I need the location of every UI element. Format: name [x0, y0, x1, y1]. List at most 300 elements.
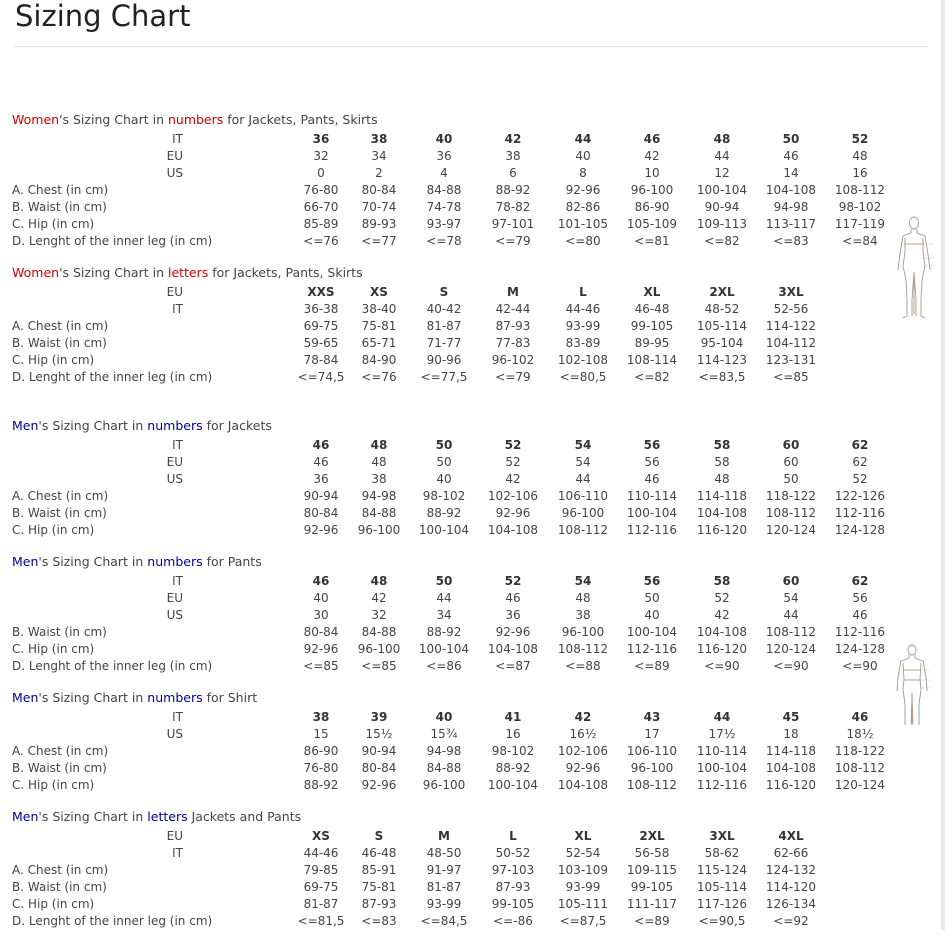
table-cell: 90-94	[303, 489, 339, 503]
table-cell: <=84	[842, 234, 878, 248]
table-cell: <=74,5	[297, 370, 345, 384]
table-cell: 114-118	[696, 489, 748, 503]
table-cell: 42	[504, 132, 522, 146]
section-title-part: numbers	[147, 690, 203, 705]
table-cell: 106-110	[626, 744, 678, 758]
table-cell: 110-114	[696, 744, 748, 758]
table-cell: 40	[313, 591, 329, 605]
row-label: IT	[172, 846, 183, 860]
table-cell: 42	[574, 710, 592, 724]
table-cell: 3XL	[709, 829, 735, 843]
table-cell: 42	[644, 149, 660, 163]
table-cell: 79-85	[303, 863, 339, 877]
table-cell: 110-114	[626, 489, 678, 503]
table-cell: 108-112	[765, 506, 817, 520]
table-cell: 71-77	[426, 336, 462, 350]
table-cell: 58-62	[704, 846, 740, 860]
table-cell: 105-109	[626, 217, 678, 231]
table-cell: 16	[505, 727, 521, 741]
row-label: D. Lenght of the inner leg (in cm)	[12, 370, 213, 384]
section-title-part: letters	[147, 809, 188, 824]
table-cell: 116-120	[765, 778, 817, 792]
table-cell: 52-54	[565, 846, 601, 860]
row-label: US	[166, 166, 183, 180]
table-cell: 36-38	[303, 302, 339, 316]
table-cell: 108-112	[834, 761, 886, 775]
table-cell: 124-128	[834, 642, 886, 656]
row-label: B. Waist (in cm)	[12, 880, 107, 894]
table-cell: 89-95	[634, 336, 670, 350]
table-cell: 46-48	[361, 846, 397, 860]
table-cell: 81-87	[426, 880, 462, 894]
table-cell: 99-105	[491, 897, 535, 911]
section-title	[12, 809, 301, 824]
table-cell: 108-112	[557, 642, 609, 656]
table-cell: 94-98	[426, 744, 462, 758]
table-cell: 109-115	[626, 863, 678, 877]
table-cell: 41	[504, 710, 522, 724]
table-cell: 100-104	[418, 523, 470, 537]
table-cell: 88-92	[426, 625, 462, 639]
woman-body-diagram-icon	[893, 214, 935, 320]
row-label: C. Hip (in cm)	[12, 217, 95, 231]
table-cell: 38	[575, 608, 591, 622]
table-cell: 38	[505, 149, 521, 163]
table-cell: <=82	[704, 234, 740, 248]
table-cell: 80-84	[361, 183, 397, 197]
table-cell: 44	[574, 132, 592, 146]
table-cell: 32	[371, 608, 387, 622]
table-cell: 80-84	[303, 506, 339, 520]
table-cell: XS	[312, 829, 330, 843]
table-cell: 46	[851, 710, 869, 724]
table-cell: 46	[505, 591, 521, 605]
row-label: C. Hip (in cm)	[12, 353, 95, 367]
section-title-part: Men	[12, 809, 39, 824]
table-cell: 46	[852, 608, 868, 622]
table-cell: <=90	[704, 659, 740, 673]
table-cell: 2XL	[639, 829, 665, 843]
table-cell: 3XL	[778, 285, 804, 299]
table-cell: <=77,5	[420, 370, 468, 384]
table-cell: 10	[644, 166, 660, 180]
table-cell: 8	[579, 166, 587, 180]
table-cell: 112-116	[696, 778, 748, 792]
row-label: IT	[172, 132, 183, 146]
table-cell: 59-65	[303, 336, 339, 350]
table-cell: 78-82	[495, 200, 531, 214]
table-cell: L	[579, 285, 587, 299]
table-cell: 104-108	[557, 778, 609, 792]
table-cell: 40-42	[426, 302, 462, 316]
table-cell: 120-124	[834, 778, 886, 792]
table-cell: 56-58	[634, 846, 670, 860]
table-cell: 69-75	[303, 319, 339, 333]
table-cell: <=85	[303, 659, 339, 673]
section-title-part: 's Sizing Chart in	[38, 554, 148, 569]
table-cell: 54	[783, 591, 799, 605]
table-cell: XS	[370, 285, 388, 299]
table-cell: 97-101	[491, 217, 535, 231]
table-cell: 18½	[846, 727, 874, 741]
row-label: B. Waist (in cm)	[12, 200, 107, 214]
table-cell: 6	[509, 166, 517, 180]
table-cell: 113-117	[765, 217, 817, 231]
row-label: A. Chest (in cm)	[12, 183, 109, 197]
table-cell: 108-112	[765, 625, 817, 639]
table-cell: 50	[782, 132, 800, 146]
table-cell: 100-104	[487, 778, 539, 792]
row-label: C. Hip (in cm)	[12, 778, 95, 792]
table-cell: 96-100	[422, 778, 466, 792]
table-cell: 92-96	[303, 642, 339, 656]
row-label: B. Waist (in cm)	[12, 506, 107, 520]
table-cell: 52	[852, 472, 868, 486]
table-cell: 56	[643, 574, 661, 588]
table-cell: 15¾	[430, 727, 458, 741]
table-cell: 112-116	[626, 523, 678, 537]
table-cell: 112-116	[834, 506, 886, 520]
table-cell: 60	[782, 574, 800, 588]
section-title-part: Men	[12, 418, 39, 433]
table-cell: <=83	[361, 914, 397, 928]
section-title-part: for Pants	[202, 554, 262, 569]
section-title-part: Women	[12, 112, 60, 127]
table-cell: 98-102	[838, 200, 882, 214]
table-cell: 100-104	[696, 183, 748, 197]
table-cell: 46	[312, 438, 330, 452]
vertical-scrollbar[interactable]	[941, 0, 945, 930]
table-cell: 44	[713, 710, 731, 724]
table-cell: 102-106	[487, 489, 539, 503]
table-cell: 106-110	[557, 489, 609, 503]
table-cell: 96-100	[561, 506, 605, 520]
table-cell: 104-108	[696, 506, 748, 520]
table-cell: 50	[436, 455, 452, 469]
table-cell: 70-74	[361, 200, 397, 214]
table-cell: <=90,5	[698, 914, 746, 928]
table-cell: 92-96	[495, 625, 531, 639]
table-cell: 77-83	[495, 336, 531, 350]
table-cell: <=87	[495, 659, 531, 673]
table-cell: 2	[375, 166, 383, 180]
table-cell: 108-112	[834, 183, 886, 197]
table-cell: 52	[714, 591, 730, 605]
section-title-part: 's Sizing Chart in	[38, 809, 148, 824]
table-cell: 50	[435, 438, 453, 452]
table-cell: <=76	[303, 234, 339, 248]
table-cell: 15½	[365, 727, 393, 741]
table-cell: XL	[643, 285, 661, 299]
table-cell: 114-122	[765, 319, 817, 333]
table-cell: <=86	[426, 659, 462, 673]
table-cell: 81-87	[426, 319, 462, 333]
table-cell: 2XL	[709, 285, 735, 299]
table-cell: <=81,5	[297, 914, 345, 928]
table-cell: S	[439, 285, 449, 299]
table-cell: 96-100	[630, 761, 674, 775]
table-cell: 92-96	[565, 183, 601, 197]
table-cell: <=90	[773, 659, 809, 673]
table-cell: <=88	[565, 659, 601, 673]
table-cell: <=80	[565, 234, 601, 248]
table-cell: 52	[505, 455, 521, 469]
table-cell: 74-78	[426, 200, 462, 214]
table-cell: 93-99	[565, 880, 601, 894]
table-cell: 48	[713, 132, 731, 146]
table-cell: 17½	[708, 727, 736, 741]
table-cell: 118-122	[834, 744, 886, 758]
table-cell: 116-120	[696, 523, 748, 537]
table-cell: 111-117	[626, 897, 678, 911]
table-cell: 85-89	[303, 217, 339, 231]
section-title	[12, 554, 262, 569]
table-cell: 100-104	[626, 625, 678, 639]
table-cell: 62-66	[773, 846, 809, 860]
table-cell: 114-123	[696, 353, 748, 367]
table-cell: <=85	[361, 659, 397, 673]
table-cell: 54	[574, 438, 592, 452]
table-cell: 101-105	[557, 217, 609, 231]
table-cell: 75-81	[361, 319, 397, 333]
section-title-part: numbers	[147, 418, 203, 433]
table-cell: 84-88	[426, 761, 462, 775]
table-cell: 46	[783, 149, 799, 163]
table-cell: 48-50	[426, 846, 462, 860]
table-cell: 93-99	[565, 319, 601, 333]
table-cell: 16½	[569, 727, 597, 741]
row-label: A. Chest (in cm)	[12, 319, 109, 333]
table-cell: <=76	[361, 370, 397, 384]
table-cell: 56	[644, 455, 660, 469]
table-cell: 88-92	[426, 506, 462, 520]
table-cell: 124-132	[765, 863, 817, 877]
section-title	[12, 265, 363, 280]
table-cell: 60	[782, 438, 800, 452]
row-label: IT	[172, 438, 183, 452]
table-cell: 120-124	[765, 642, 817, 656]
table-cell: 36	[436, 149, 452, 163]
table-cell: 87-93	[361, 897, 397, 911]
table-cell: 92-96	[361, 778, 397, 792]
table-cell: 75-81	[361, 880, 397, 894]
table-cell: 38	[312, 710, 330, 724]
table-cell: 112-116	[626, 642, 678, 656]
table-row	[0, 659, 945, 683]
table-cell: 46-48	[634, 302, 670, 316]
row-label: D. Lenght of the inner leg (in cm)	[12, 914, 213, 928]
row-label: IT	[172, 710, 183, 724]
table-cell: 38	[371, 472, 387, 486]
table-cell: 92-96	[495, 506, 531, 520]
row-label: US	[166, 608, 183, 622]
section-title-part: Men	[12, 554, 39, 569]
table-cell: 50	[644, 591, 660, 605]
table-cell: 109-113	[696, 217, 748, 231]
section-title-part: numbers	[167, 112, 224, 127]
table-cell: 50	[783, 472, 799, 486]
table-cell: <=89	[634, 914, 670, 928]
table-cell: 90-96	[426, 353, 462, 367]
table-cell: <=80,5	[559, 370, 607, 384]
table-cell: 42	[714, 608, 730, 622]
table-cell: 40	[575, 149, 591, 163]
table-cell: <=-86	[493, 914, 533, 928]
table-cell: 87-93	[495, 319, 531, 333]
table-cell: 85-91	[361, 863, 397, 877]
table-cell: 52-56	[773, 302, 809, 316]
table-cell: <=82	[634, 370, 670, 384]
table-cell: 34	[371, 149, 387, 163]
table-cell: 103-109	[557, 863, 609, 877]
table-cell: 108-112	[626, 778, 678, 792]
table-cell: 62	[851, 438, 869, 452]
table-cell: 98-102	[422, 489, 466, 503]
table-cell: 104-108	[765, 761, 817, 775]
table-cell: 56	[852, 591, 868, 605]
table-cell: 45	[782, 710, 800, 724]
table-cell: 105-111	[557, 897, 609, 911]
table-cell: 96-100	[357, 642, 401, 656]
table-row	[0, 778, 945, 802]
row-label: EU	[166, 455, 183, 469]
table-cell: 90-94	[361, 744, 397, 758]
table-cell: 105-114	[696, 880, 748, 894]
table-cell: 84-90	[361, 353, 397, 367]
row-label: C. Hip (in cm)	[12, 642, 95, 656]
table-cell: 12	[714, 166, 730, 180]
table-cell: 4	[440, 166, 448, 180]
table-cell: 44-46	[565, 302, 601, 316]
row-label: A. Chest (in cm)	[12, 489, 109, 503]
table-cell: 94-98	[361, 489, 397, 503]
table-cell: 48	[370, 438, 388, 452]
table-cell: 80-84	[303, 625, 339, 639]
table-cell: 120-124	[765, 523, 817, 537]
table-cell: 42-44	[495, 302, 531, 316]
table-cell: 86-90	[303, 744, 339, 758]
table-cell: 80-84	[361, 761, 397, 775]
table-cell: 99-105	[630, 319, 674, 333]
man-body-diagram-icon	[895, 643, 931, 727]
section-title-part: Women	[12, 265, 60, 280]
table-cell: 104-108	[487, 642, 539, 656]
table-cell: 88-92	[495, 761, 531, 775]
table-cell: 48-52	[704, 302, 740, 316]
title-divider	[15, 46, 927, 47]
table-cell: 100-104	[696, 761, 748, 775]
table-cell: 65-71	[361, 336, 397, 350]
table-cell: <=92	[773, 914, 809, 928]
section-title-part: letters	[167, 265, 209, 280]
table-cell: 96-100	[357, 523, 401, 537]
table-cell: 46	[313, 455, 329, 469]
table-row	[0, 370, 945, 394]
table-cell: 30	[313, 608, 329, 622]
table-cell: <=89	[634, 659, 670, 673]
table-cell: <=79	[495, 234, 531, 248]
table-cell: 104-108	[765, 183, 817, 197]
section-title	[12, 418, 272, 433]
row-label: IT	[172, 302, 183, 316]
table-cell: 52	[504, 438, 522, 452]
table-cell: 117-126	[696, 897, 748, 911]
table-cell: 100-104	[626, 506, 678, 520]
table-cell: 88-92	[495, 183, 531, 197]
table-cell: 118-122	[765, 489, 817, 503]
table-cell: 36	[312, 132, 330, 146]
table-cell: 105-114	[696, 319, 748, 333]
row-label: B. Waist (in cm)	[12, 625, 107, 639]
table-cell: 40	[644, 608, 660, 622]
table-cell: 96-102	[491, 353, 535, 367]
table-cell: 44	[783, 608, 799, 622]
table-cell: 40	[436, 472, 452, 486]
table-cell: 100-104	[418, 642, 470, 656]
table-cell: 82-86	[565, 200, 601, 214]
table-cell: 96-100	[561, 625, 605, 639]
table-cell: 36	[505, 608, 521, 622]
table-cell: 123-131	[765, 353, 817, 367]
table-cell: 84-88	[426, 183, 462, 197]
table-cell: 116-120	[696, 642, 748, 656]
table-cell: <=78	[426, 234, 462, 248]
table-cell: 14	[783, 166, 799, 180]
row-label: IT	[172, 574, 183, 588]
table-cell: 15	[313, 727, 329, 741]
table-cell: 54	[575, 455, 591, 469]
table-cell: XL	[574, 829, 592, 843]
table-cell: 93-97	[426, 217, 462, 231]
section-title-part: Men	[12, 690, 39, 705]
table-cell: 108-114	[626, 353, 678, 367]
table-cell: 48	[371, 455, 387, 469]
table-cell: 52	[851, 132, 869, 146]
row-label: B. Waist (in cm)	[12, 336, 107, 350]
table-cell: 36	[313, 472, 329, 486]
table-cell: 48	[575, 591, 591, 605]
table-cell: <=83	[773, 234, 809, 248]
table-cell: <=84,5	[420, 914, 468, 928]
table-cell: 102-106	[557, 744, 609, 758]
table-cell: 50	[435, 574, 453, 588]
section-title-part: for Shirt	[202, 690, 258, 705]
table-cell: 44	[436, 591, 452, 605]
table-cell: 62	[852, 455, 868, 469]
table-cell: 124-128	[834, 523, 886, 537]
table-cell: 108-112	[557, 523, 609, 537]
table-cell: 39	[370, 710, 388, 724]
row-label: EU	[166, 829, 183, 843]
table-cell: 90-94	[704, 200, 740, 214]
table-cell: 95-104	[700, 336, 744, 350]
table-cell: 44	[714, 149, 730, 163]
table-cell: 48	[714, 472, 730, 486]
table-cell: 114-118	[765, 744, 817, 758]
table-cell: 78-84	[303, 353, 339, 367]
section-title-part: for Jackets	[202, 418, 272, 433]
table-cell: 46	[312, 574, 330, 588]
table-cell: <=87,5	[559, 914, 607, 928]
row-label: EU	[166, 149, 183, 163]
table-cell: 40	[435, 132, 453, 146]
table-cell: 83-89	[565, 336, 601, 350]
table-cell: 104-108	[487, 523, 539, 537]
table-row	[0, 523, 945, 547]
row-label: D. Lenght of the inner leg (in cm)	[12, 659, 213, 673]
table-cell: 62	[851, 574, 869, 588]
table-cell: 50-52	[495, 846, 531, 860]
